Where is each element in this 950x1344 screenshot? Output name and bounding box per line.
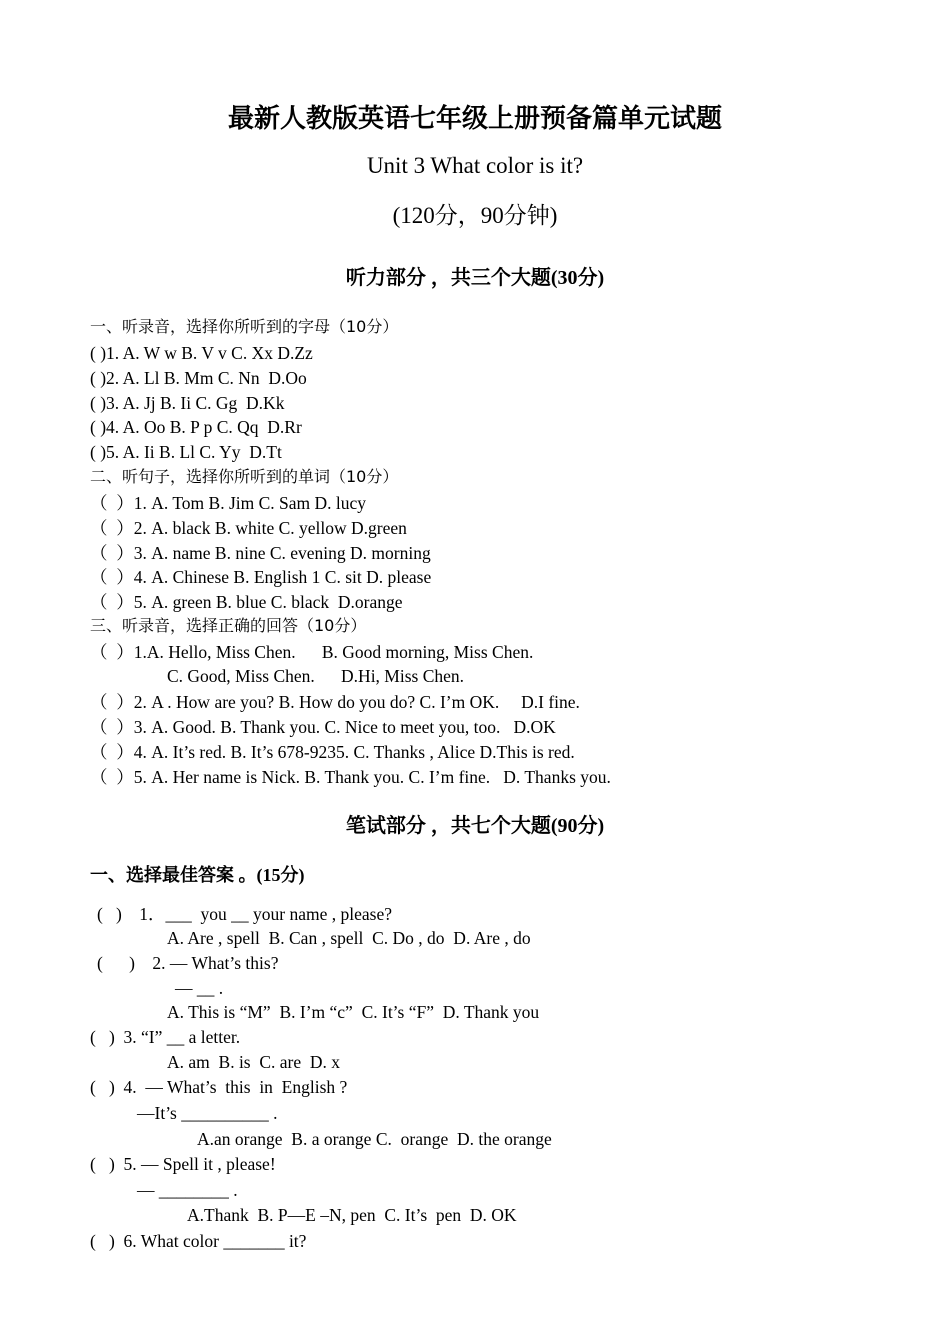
question-line: ( ) 2. — What’s this?	[97, 953, 279, 973]
list-item: （ ）2. A . How are you? B. How do you do? C. I’m OK. D.I fine.	[90, 692, 580, 712]
question-line: ( ) 1．___ you __ your name , please?	[97, 904, 392, 924]
question-line: — ________ .	[137, 1180, 238, 1200]
written-part1-heading: 一、选择最佳答案 。(15分)	[90, 865, 305, 885]
listening-part2-heading: 二、听句子，选择你所听到的单词（10分）	[90, 467, 399, 486]
listening-section-header: 听力部分 ，共三个大题(30分)	[345, 267, 605, 289]
unit-title: Unit 3 What color is it?	[366, 153, 584, 178]
question-line: —It’s __________ .	[137, 1103, 278, 1123]
listening-part3-heading: 三、听录音，选择正确的回答（10分）	[90, 616, 367, 635]
list-item: ( )5. A. Ii B. Ll C. Yy D.Tt	[90, 442, 282, 462]
list-item: ( )3. A. Jj B. Ii C. Gg D.Kk	[90, 393, 285, 413]
answer-options: A.an orange B. a orange C. orange D. the orange	[197, 1129, 552, 1149]
list-item: ( )1. A. W w B. V v C. Xx D.Zz	[90, 343, 313, 363]
answer-options: A. am B. is C. are D. x	[167, 1052, 341, 1072]
list-item: （ ）1.A. Hello, Miss Chen. B. Good morning, Miss Chen.	[90, 642, 534, 662]
written-section-header: 笔试部分 ，共七个大题(90分)	[345, 815, 605, 837]
question-line: ( ) 4. — What’s this in English ?	[90, 1077, 348, 1097]
list-item: （ ）3. A. Good. B. Thank you. C. Nice to meet you, too. D.OK	[90, 717, 556, 737]
answer-options: A. This is “M” B. I’m “c” C. It’s “F” D. Thank you	[167, 1002, 540, 1022]
score-time: (120分，90分钟)	[392, 203, 558, 228]
answer-options: A.Thank B. P—E –N, pen C. It’s pen D. OK	[187, 1205, 517, 1225]
list-item: （ ）2. A. black B. white C. yellow D.green	[90, 518, 407, 538]
question-line: — __ .	[175, 978, 224, 998]
listening-part1-heading: 一、听录音，选择你所听到的字母（10分）	[90, 317, 399, 336]
list-item: （ ）5. A. green B. blue C. black D.orange	[90, 592, 403, 612]
question-line: ( ) 5. — Spell it , please!	[90, 1154, 276, 1174]
question-line: ( ) 3. “I” __ a letter.	[90, 1027, 241, 1047]
list-item: C. Good, Miss Chen. D.Hi, Miss Chen.	[167, 666, 465, 686]
list-item: ( )4. A. Oo B. P p C. Qq D.Rr	[90, 417, 302, 437]
list-item: （ ）5. A. Her name is Nick. B. Thank you. C. I’m fine. D. Thanks you.	[90, 767, 611, 787]
answer-options: A. Are , spell B. Can , spell C. Do , do D. Are , do	[167, 928, 531, 948]
list-item: （ ）4. A. Chinese B. English 1 C. sit D. please	[90, 567, 432, 587]
list-item: （ ）3. A. name B. nine C. evening D. morning	[90, 543, 431, 563]
list-item: ( )2. A. Ll B. Mm C. Nn D.Oo	[90, 368, 307, 388]
list-item: （ ）4. A. It’s red. B. It’s 678-9235. C. Thanks , Alice D.This is red.	[90, 742, 575, 762]
list-item: （ ）1. A. Tom B. Jim C. Sam D. lucy	[90, 493, 367, 513]
document-title: 最新人教版英语七年级上册预备篇单元试题	[227, 104, 722, 133]
question-line: ( ) 6. What color _______ it?	[90, 1231, 307, 1251]
